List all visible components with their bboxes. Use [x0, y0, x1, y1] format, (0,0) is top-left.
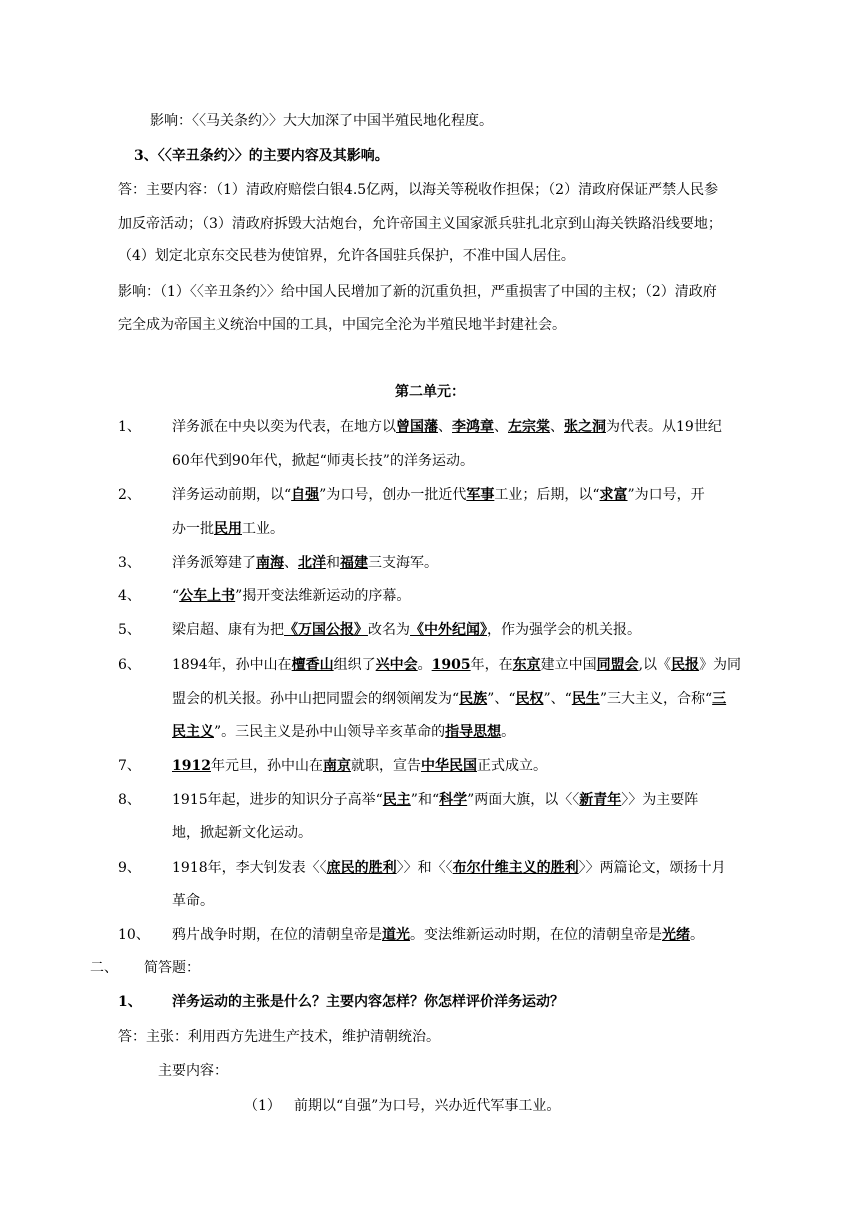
- keyword: 布尔什维主义的胜利: [452, 860, 579, 876]
- q3-answer-line-1: 答：主要内容：（1）清政府赔偿白银4.5亿两，以海关等税收作担保；（2）清政府保证严禁人民参: [118, 182, 719, 198]
- text: 年，在: [470, 657, 513, 673]
- sq1-answer-stance: 答：主张：利用西方先进生产技术，维护清朝统治。: [118, 1029, 440, 1045]
- item-1-line-1: [172, 417, 722, 437]
- text: 、: [550, 419, 564, 435]
- keyword: 民主: [382, 792, 411, 808]
- text: 梁启超、康有为把: [172, 622, 284, 638]
- item-6-line-3: [172, 722, 515, 742]
- short-question-1-number: 1、: [118, 994, 142, 1010]
- item-number-9: 9、: [118, 860, 141, 876]
- item-number-2: 2、: [118, 487, 141, 503]
- keyword: 民用: [214, 521, 242, 537]
- keyword: 自强: [291, 487, 320, 503]
- text: 〉〉两篇论文，颂扬十月: [578, 860, 726, 876]
- keyword: 同盟会: [596, 657, 639, 673]
- text: 1918年，李大钊发表〈〈: [172, 860, 327, 876]
- item-number-4: 4、: [118, 588, 141, 604]
- text: 洋务运动前期，以“: [172, 487, 292, 503]
- text: ”两面大旗，以〈〈: [467, 792, 580, 808]
- text: 、: [494, 419, 508, 435]
- keyword: 南海: [256, 555, 284, 571]
- text: ，作为强学会的机关报。: [487, 622, 641, 638]
- keyword: 三: [712, 691, 727, 707]
- text: 盟会的机关报。孙中山把同盟会的纲领阐发为“: [172, 691, 460, 707]
- item-number-5: 5、: [118, 622, 141, 638]
- keyword: 中华民国: [420, 758, 477, 774]
- text: “: [172, 588, 180, 604]
- item-2-line-1: [172, 485, 705, 505]
- item-number-8: 8、: [118, 792, 141, 808]
- short-question-1-title: 洋务运动的主张是什么？主要内容怎样？你怎样评价洋务运动？: [172, 994, 564, 1010]
- item-number-3: 3、: [118, 555, 141, 571]
- text: 、: [284, 555, 298, 571]
- keyword: 1912: [172, 758, 211, 774]
- keyword: 军事: [466, 487, 495, 503]
- item-10-line-1: [172, 925, 704, 945]
- keyword: 光绪: [662, 927, 690, 943]
- text: 工业。: [242, 521, 284, 537]
- maguan-impact: 影响：〈〈马关条约〉〉大大加深了中国半殖民地化程度。: [150, 113, 493, 129]
- sq1-point-1-text: 前期以“自强”为口号，兴办近代军事工业。: [294, 1098, 561, 1114]
- keyword: 民主义: [172, 724, 214, 740]
- keyword: 曾国藩: [396, 419, 438, 435]
- text: 1915年起，进步的知识分子高举“: [172, 792, 383, 808]
- sq1-main-content-label: 主要内容：: [158, 1063, 228, 1079]
- q3-answer-line-3: （4）划定北京东交民巷为使馆界，允许各国驻兵保护，不准中国人居住。: [118, 248, 575, 264]
- keyword: 北洋: [298, 555, 326, 571]
- keyword: 兴中会: [375, 657, 418, 673]
- text: 鸦片战争时期，在位的清朝皇帝是: [172, 927, 382, 943]
- text: ”三大主义，合称“: [599, 691, 713, 707]
- item-number-7: 7、: [118, 758, 141, 774]
- sq1-point-1-number: （1）: [244, 1098, 281, 1114]
- q3-answer-line-2: 加反帝活动；（3）清政府拆毁大沽炮台，允许帝国主义国家派兵驻扎北京到山海关铁路沿线要地；: [118, 216, 722, 232]
- text: 》为同: [699, 657, 742, 673]
- q3-impact-line-2: 完全成为帝国主义统治中国的工具，中国完全沦为半殖民地半封建社会。: [118, 317, 566, 333]
- keyword: 1905: [431, 657, 471, 673]
- text: ”。三民主义是孙中山领导辛亥革命的: [214, 724, 446, 740]
- keyword: 福建: [340, 555, 368, 571]
- keyword: 南京: [322, 758, 351, 774]
- keyword: 指导思想: [445, 724, 502, 740]
- q3-impact-line-1: 影响：（1）〈〈辛丑条约〉〉给中国人民增加了新的沉重负担，严重损害了中国的主权；（2）清政府: [118, 284, 717, 300]
- keyword: 科学: [439, 792, 468, 808]
- text: 正式成立。: [476, 758, 547, 774]
- item-9-line-1: [172, 858, 726, 878]
- text: ”、“: [487, 691, 516, 707]
- item-2-line-2: [172, 519, 284, 539]
- text: 组织了: [333, 657, 376, 673]
- text: 〉〉和〈〈: [396, 860, 453, 876]
- section-2-number: 二、: [90, 960, 118, 976]
- item-8-line-2: 地，掀起新文化运动。: [172, 825, 312, 841]
- keyword: 求富: [599, 487, 628, 503]
- text: ”为口号，开: [627, 487, 705, 503]
- text: 办一批: [172, 521, 214, 537]
- keyword: 民报: [671, 657, 700, 673]
- text: 、: [438, 419, 452, 435]
- text: 1894年，孙中山在: [172, 657, 292, 673]
- text: ”为口号，创办一批近代: [319, 487, 467, 503]
- keyword: 《万国公报》: [284, 622, 368, 638]
- text: 。变法维新运动时期，在位的清朝皇帝是: [410, 927, 662, 943]
- item-6-line-1: [172, 655, 741, 675]
- text: ”、“: [543, 691, 572, 707]
- item-1-line-2: 60年代到90年代，掀起“师夷长技”的洋务运动。: [172, 453, 474, 469]
- item-5-line-1: [172, 620, 641, 640]
- text: 年元旦，孙中山在: [210, 758, 323, 774]
- text: 。: [501, 724, 516, 740]
- text: 。: [417, 657, 432, 673]
- keyword: 檀香山: [291, 657, 334, 673]
- keyword: 新青年: [579, 792, 622, 808]
- keyword: 道光: [382, 927, 410, 943]
- text: 建立中国: [540, 657, 597, 673]
- keyword: 李鸿章: [452, 419, 494, 435]
- keyword: 左宗棠: [508, 419, 550, 435]
- item-7-line-1: [172, 756, 547, 776]
- item-9-line-2: 革命。: [172, 893, 214, 909]
- text: ,以《: [638, 657, 672, 673]
- text: 工业；后期，以“: [494, 487, 600, 503]
- text: 。: [690, 927, 704, 943]
- text: 改名为: [368, 622, 410, 638]
- text: 洋务派筹建了: [172, 555, 256, 571]
- keyword: 张之洞: [564, 419, 606, 435]
- text: 洋务派在中央以奕为代表，在地方以: [172, 419, 396, 435]
- item-4-line-1: [172, 586, 410, 606]
- section-2-title: 简答题：: [144, 960, 200, 976]
- item-number-1: 1、: [118, 419, 141, 435]
- text: 〉〉为主要阵: [621, 792, 699, 808]
- text: ”揭开变法维新运动的序幕。: [235, 588, 411, 604]
- keyword: 公车上书: [179, 588, 236, 604]
- item-number-6: 6、: [118, 657, 141, 673]
- keyword: 《中外纪闻》: [410, 622, 487, 638]
- question-3-title: 3、〈〈辛丑条约〉〉的主要内容及其影响。: [134, 148, 389, 164]
- keyword: 庶民的胜利: [326, 860, 397, 876]
- item-6-line-2: [172, 689, 726, 709]
- keyword: 东京: [512, 657, 541, 673]
- item-number-10: 10、: [118, 927, 150, 943]
- unit-2-title: 第二单元：: [395, 384, 465, 400]
- text: ”和“: [410, 792, 440, 808]
- item-8-line-1: [172, 790, 698, 810]
- text: 三支海军。: [368, 555, 438, 571]
- keyword: 民权: [515, 691, 544, 707]
- keyword: 民族: [459, 691, 488, 707]
- text: 和: [326, 555, 340, 571]
- text: 为代表。从19世纪: [606, 419, 722, 435]
- keyword: 民生: [571, 691, 600, 707]
- text: 就职，宣告: [350, 758, 421, 774]
- item-3-line-1: [172, 553, 438, 573]
